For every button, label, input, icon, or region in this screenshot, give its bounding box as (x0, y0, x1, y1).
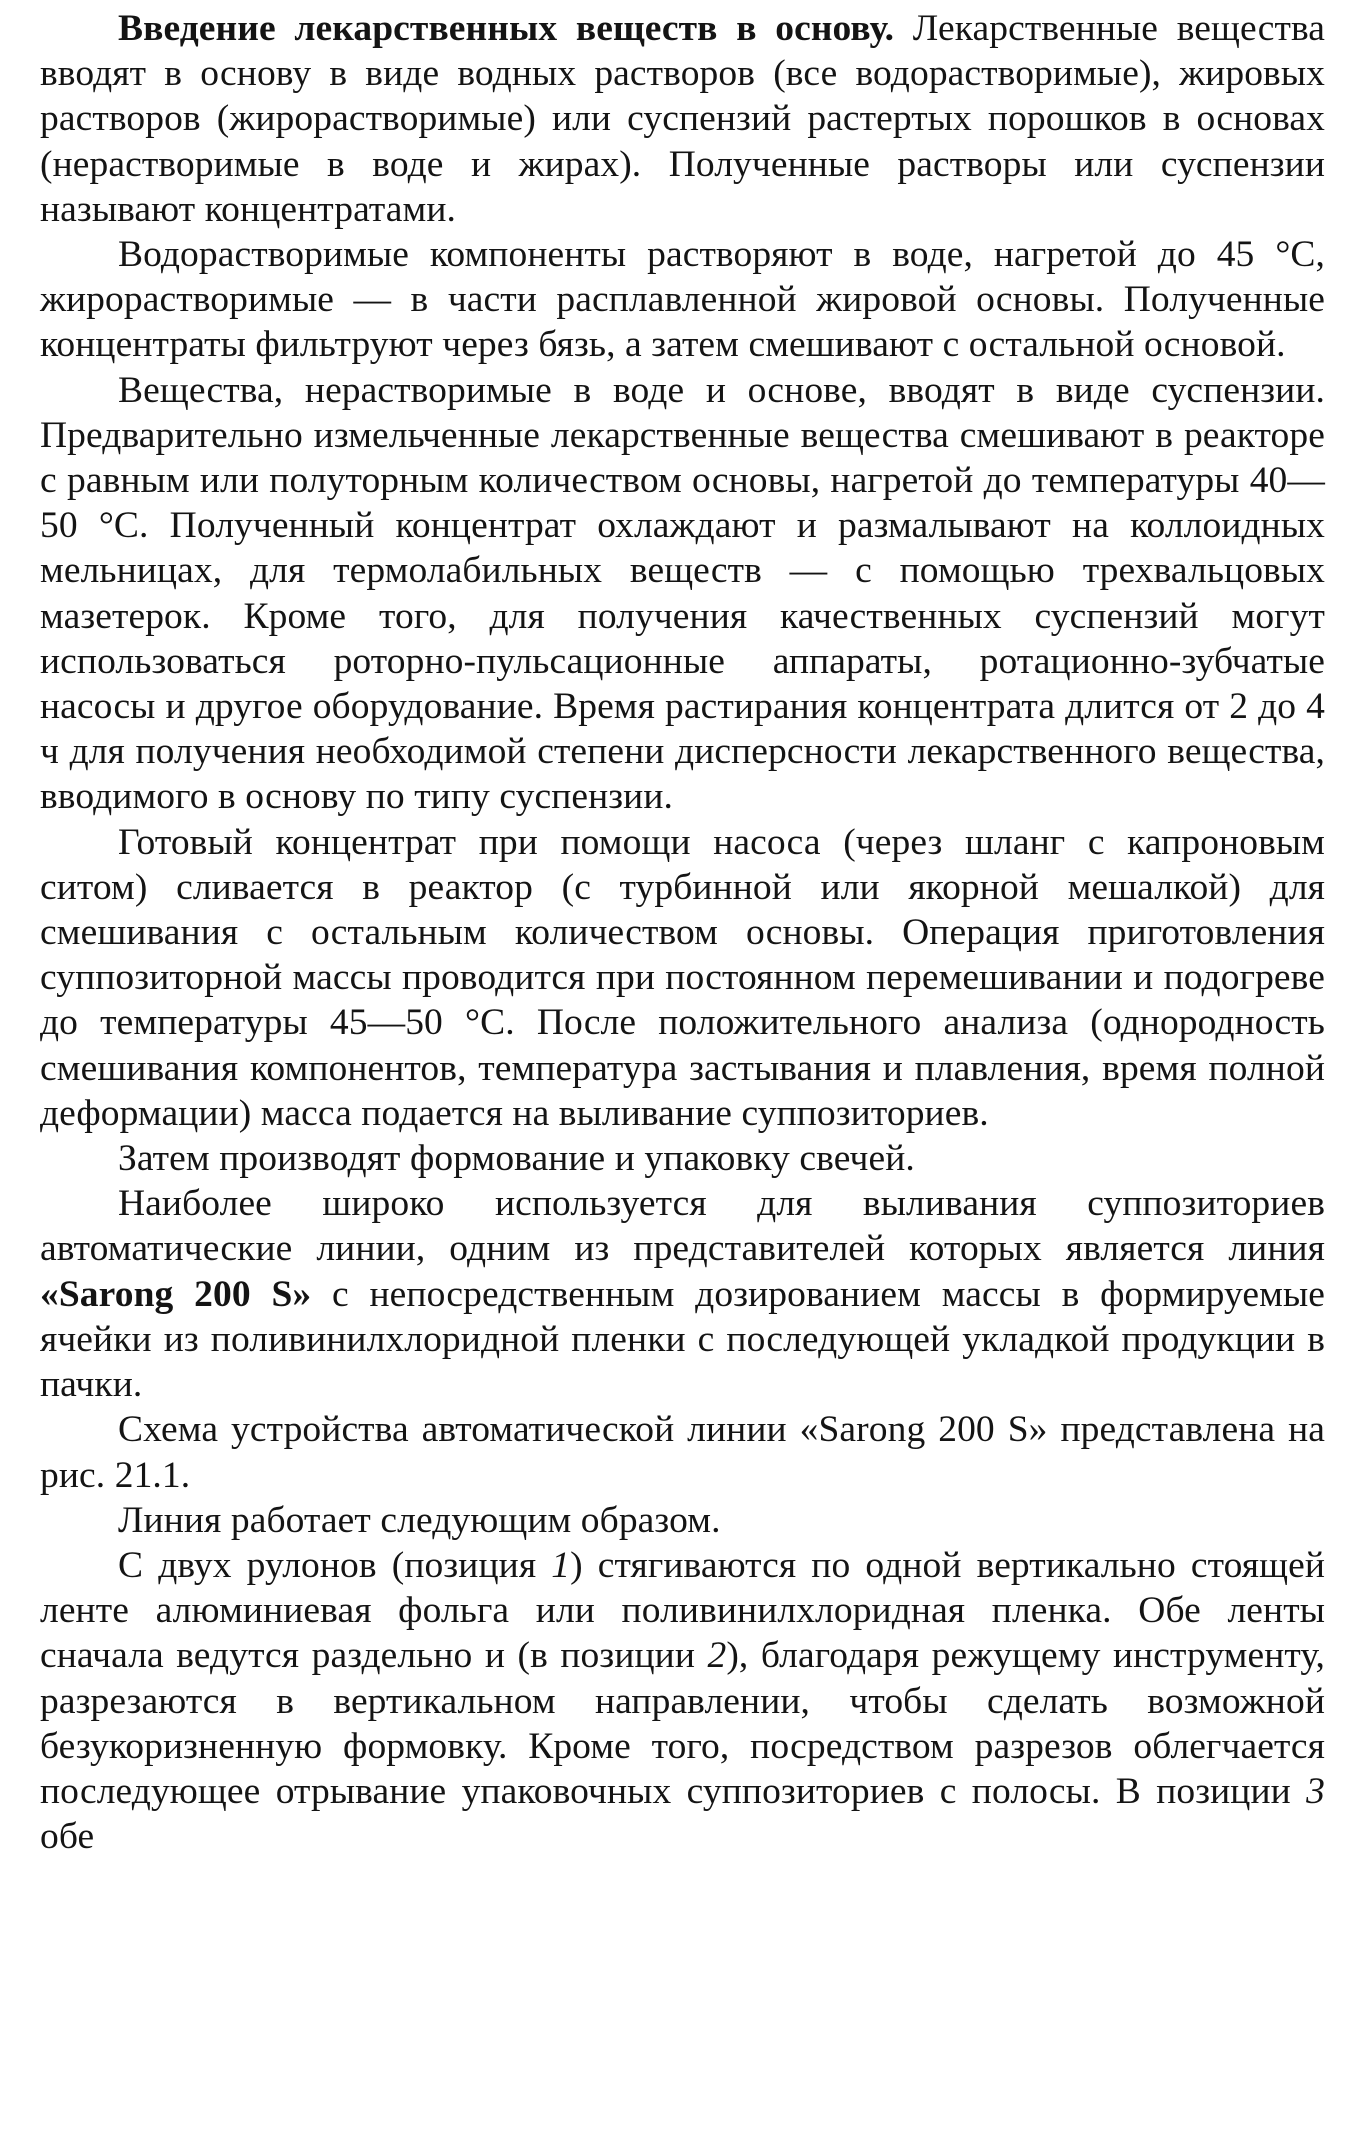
paragraph-line-operation: Линия работает следующим образом. (118, 1499, 721, 1541)
paragraph-text: с непосредственным дозированием массы в формируемые ячейки из поливинилхлоридной пленки с последующей укладкой продукции в пачки. (40, 1273, 1325, 1406)
paragraph-water-soluble: Водорастворимые компоненты растворяют в воде, нагретой до 45 °С, жирорастворимые — в части расплавленной жировой основы. Полученные концентраты фильтруют через бязь, а затем смешивают с остальной основой. (40, 234, 1325, 366)
paragraph-insoluble-suspension: Вещества, нерастворимые в воде и основе, вводят в виде суспензии. Предварительно измельченные лекарственные вещества смешивают в реакторе с равным или полуторным количеством основы, нагретой до температуры 40—50 °С. Полученный концентрат охлаждают и размалывают на коллоидных мельницах, для термолабильных веществ — с помощью трехвальцовых мазетерок. Кроме того, для получения качественных суспензий могут использоваться роторно-пульсационные аппараты, ротационно-зубчатые насосы и другое оборудование. Время растирания концентрата длится от 2 до 4 ч для получения необходимой степени дисперсности лекарственного вещества, вводимого в основу по типу суспензии. (40, 369, 1325, 818)
paragraph-concentrate-mixing: Готовый концентрат при помощи насоса (через шланг с капроновым ситом) сливается в реактор (с турбинной или якорной мешалкой) для смешивания с остальным количеством основы. Операция приготовления суппозиторной массы проводится при постоянном перемешивании и подогреве до температуры 45—50 °С. После положительного анализа (однородность смешивания компонентов, температура застывания и плавления, время полной деформации) масса подается на выливание суппозиториев. (40, 821, 1325, 1134)
position-number: 2 (707, 1635, 727, 1677)
paragraph-text: ), благодаря режущему инструменту, разрезаются в вертикальном направлении, чтобы сделать возможной безукоризненную формовку. Кроме того, посредством разрезов облегчается последующее отрывание упаковочных суппозиториев с полосы. В позиции (40, 1635, 1325, 1812)
document-page (40, 6, 1325, 1859)
paragraph-introduction (40, 6, 1325, 232)
paragraph-text: Лекарственные вещества вводят в основу в виде водных растворов (все водорастворимые), жировых растворов (жирорастворимые) или суспензий растертых порошков в основах (нерастворимые в воде и жирах). Полученные растворы или суспензии называют концентратами. (40, 8, 1325, 230)
product-name: «Sarong 200 S» (40, 1273, 312, 1315)
paragraph-automatic-lines (40, 1181, 1325, 1407)
paragraph-text: Наиболее широко используется для выливания суппозиториев автоматические линии, одним из представителей которых является линия (40, 1183, 1325, 1270)
paragraph-text: обе (40, 1816, 95, 1858)
paragraph-rolls-description (40, 1543, 1325, 1859)
paragraph-text: С двух рулонов (позиция (118, 1544, 552, 1586)
paragraph-figure-reference: Схема устройства автоматической линии «Sarong 200 S» представлена на рис. 21.1. (40, 1409, 1325, 1496)
position-number: 1 (551, 1544, 571, 1586)
paragraph-forming-packing: Затем производят формование и упаковку свечей. (118, 1138, 915, 1180)
section-lead-heading: Введение лекарственных веществ в основу. (118, 8, 895, 49)
position-number: 3 (1306, 1770, 1325, 1812)
paragraph-text: ) стягиваются по одной вертикально стоящей ленте алюминиевая фольга или поливинилхлоридная пленка. Обе ленты сначала ведутся раздельно и (в позиции (40, 1544, 1325, 1677)
